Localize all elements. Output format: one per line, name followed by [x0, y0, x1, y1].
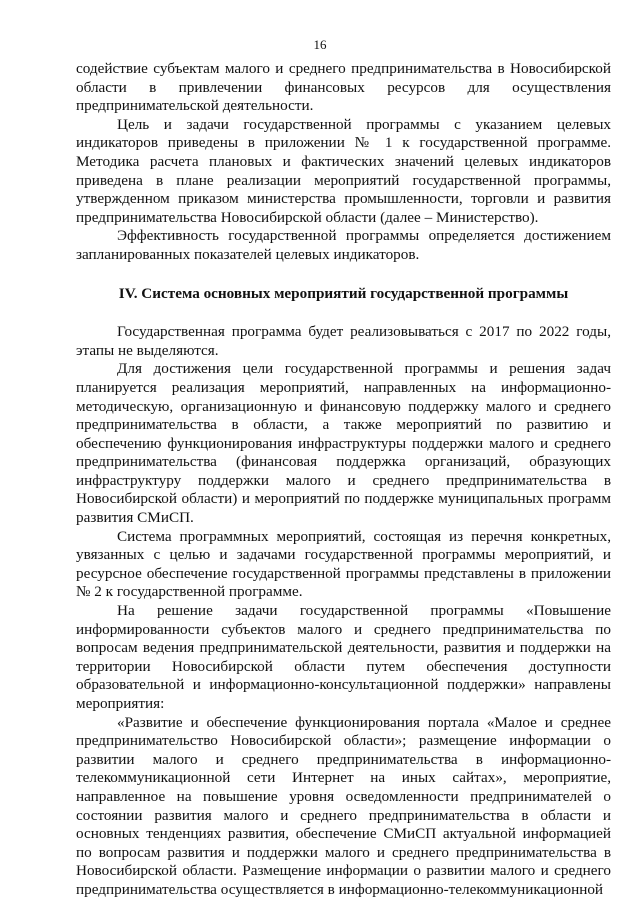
paragraph-period: Государственная программа будет реализовываться с 2017 по 2022 годы, этапы не выделяются. — [76, 323, 611, 359]
paragraph-portal: «Развитие и обеспечение функционирования портала «Малое и среднее предпринимательство Новосибирской области»; размещение информации о развитии малого и среднего предпринимательства в информационно-телекоммуникационной сети Интернет на иных сайтах», мероприятие, направленное на повышение уровня осведомленности предпринимателей о состоянии развития малого и среднего предпринимательства в области и основных тенденциях развития, обеспечение СМиСП актуальной информацией по вопросам развития и поддержки малого и среднего предпринимательства в Новосибирской области. Размещение информации о развитии малого и среднего предпринимательства осуществляется в информационно-телекоммуникационной — [76, 713, 611, 898]
paragraph-efficiency: Эффективность государственной программы определяется достижением запланированных показателей целевых индикаторов. — [76, 227, 611, 263]
document-body — [76, 60, 611, 900]
paragraph-continued: содействие субъектам малого и среднего предпринимательства в Новосибирской области в привлечении финансовых ресурсов для осуществления предпринимательской деятельности. — [76, 60, 611, 115]
paragraph-task: На решение задачи государственной программы «Повышение информированности субъектов малого и среднего предпринимательства по вопросам ведения предпринимательской деятельности, развития и поддержки на территории Новосибирской области путем обеспечения доступности образовательной и информационно-консультационной поддержки» направлены мероприятия: — [76, 602, 611, 712]
paragraph-goals: Цель и задачи государственной программы с указанием целевых индикаторов приведены в приложении № 1 к государственной программе. Методика расчета плановых и фактических значений целевых индикаторов приведена в плане реализации мероприятий государственной программы, утвержденном приказом министерства промышленности, торговли и развития предпринимательства Новосибирской области (далее – Министерство). — [76, 115, 611, 226]
page-number: 16 — [313, 37, 327, 52]
section-heading: IV. Система основных мероприятий государственной программы — [118, 284, 569, 302]
paragraph-system: Система программных мероприятий, состоящая из перечня конкретных, увязанных с целью и задачами государственной программы мероприятий, и ресурсное обеспечение государственной программы представлены в приложении № 2 к государственной программе. — [76, 527, 611, 601]
paragraph-measures: Для достижения цели государственной программы и решения задач планируется реализация мероприятий, направленных на информационно-методическую, организационную и финансовую поддержку малого и среднего предпринимательства в области, а также мероприятий по развитию и обеспечению функционирования инфраструктуры поддержки малого и среднего предпринимательства (финансовая поддержка организаций, образующих инфраструктуру поддержки малого и среднего предпринимательства в Новосибирской области) и мероприятий по поддержке муниципальных программ развития СМиСП. — [76, 360, 611, 527]
